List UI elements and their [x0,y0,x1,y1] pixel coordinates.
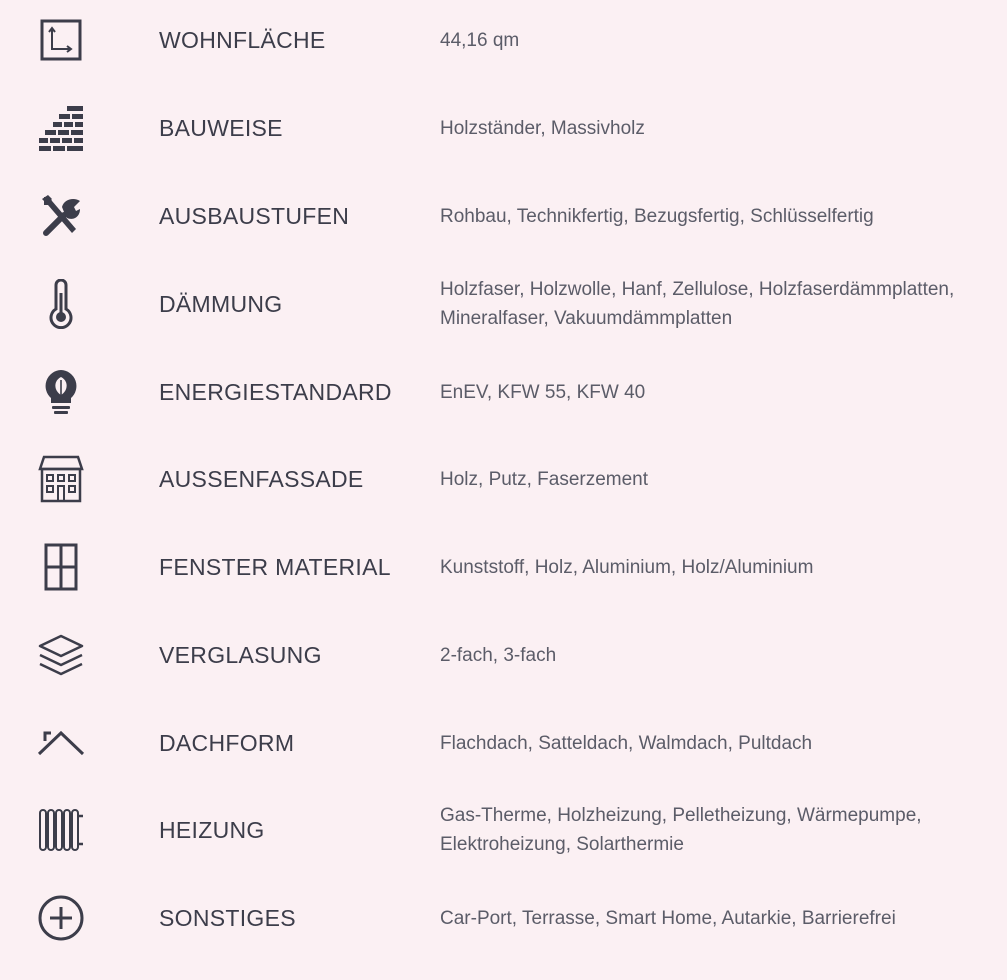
spec-label: HEIZUNG [159,817,265,843]
spec-row-verglasung [0,611,1007,699]
spec-row-heizung [0,786,1007,874]
spec-value: Holzfaser, Holzwolle, Hanf, Zellulose, Holzfaserdämmplatten, Mineralfaser, Vakuumdämmplatten [440,279,955,329]
roof-icon [28,713,94,773]
plus-circle-icon [28,888,94,948]
spec-label: SONSTIGES [159,905,296,931]
spec-value: 44,16 qm [440,29,520,51]
spec-row-daemmung [0,260,1007,348]
spec-row-ausbaustufen [0,172,1007,260]
spec-row-aussenfassade [0,435,1007,523]
floor-area-icon [28,10,94,70]
spec-label: AUSBAUSTUFEN [159,203,350,229]
thermometer-icon [28,274,94,334]
brick-wall-icon [28,98,94,158]
spec-row-sonstiges [0,874,1007,962]
layers-icon [28,625,94,685]
spec-value: Holzständer, Massivholz [440,117,645,139]
window-icon [28,537,94,597]
spec-value: Holz, Putz, Faserzement [440,468,649,490]
spec-label: VERGLASUNG [159,642,322,668]
tools-icon [28,186,94,246]
spec-row-dachform [0,699,1007,787]
spec-value: Kunststoff, Holz, Aluminium, Holz/Aluminium [440,556,814,578]
spec-label: DACHFORM [159,730,295,756]
spec-row-wohnflaeche [0,0,1007,84]
spec-label: DÄMMUNG [159,291,283,317]
spec-label: BAUWEISE [159,115,283,141]
spec-label: AUSSENFASSADE [159,466,364,492]
spec-row-fenster-material [0,523,1007,611]
spec-label: FENSTER MATERIAL [159,554,391,580]
spec-value: 2-fach, 3-fach [440,644,557,666]
spec-row-energiestandard [0,348,1007,436]
spec-value: EnEV, KFW 55, KFW 40 [440,381,646,403]
spec-label: ENERGIESTANDARD [159,379,392,405]
spec-label: WOHNFLÄCHE [159,27,326,53]
spec-row-bauweise [0,84,1007,172]
spec-value: Gas-Therme, Holzheizung, Pelletheizung, Wärmepumpe, Elektroheizung, Solarthermie [440,805,922,855]
spec-value: Rohbau, Technikfertig, Bezugsfertig, Schlüsselfertig [440,205,874,227]
eco-bulb-icon [28,362,94,422]
radiator-icon [28,800,94,860]
house-facade-icon [28,449,94,509]
spec-value: Car-Port, Terrasse, Smart Home, Autarkie, Barrierefrei [440,907,896,929]
spec-value: Flachdach, Satteldach, Walmdach, Pultdach [440,732,813,754]
